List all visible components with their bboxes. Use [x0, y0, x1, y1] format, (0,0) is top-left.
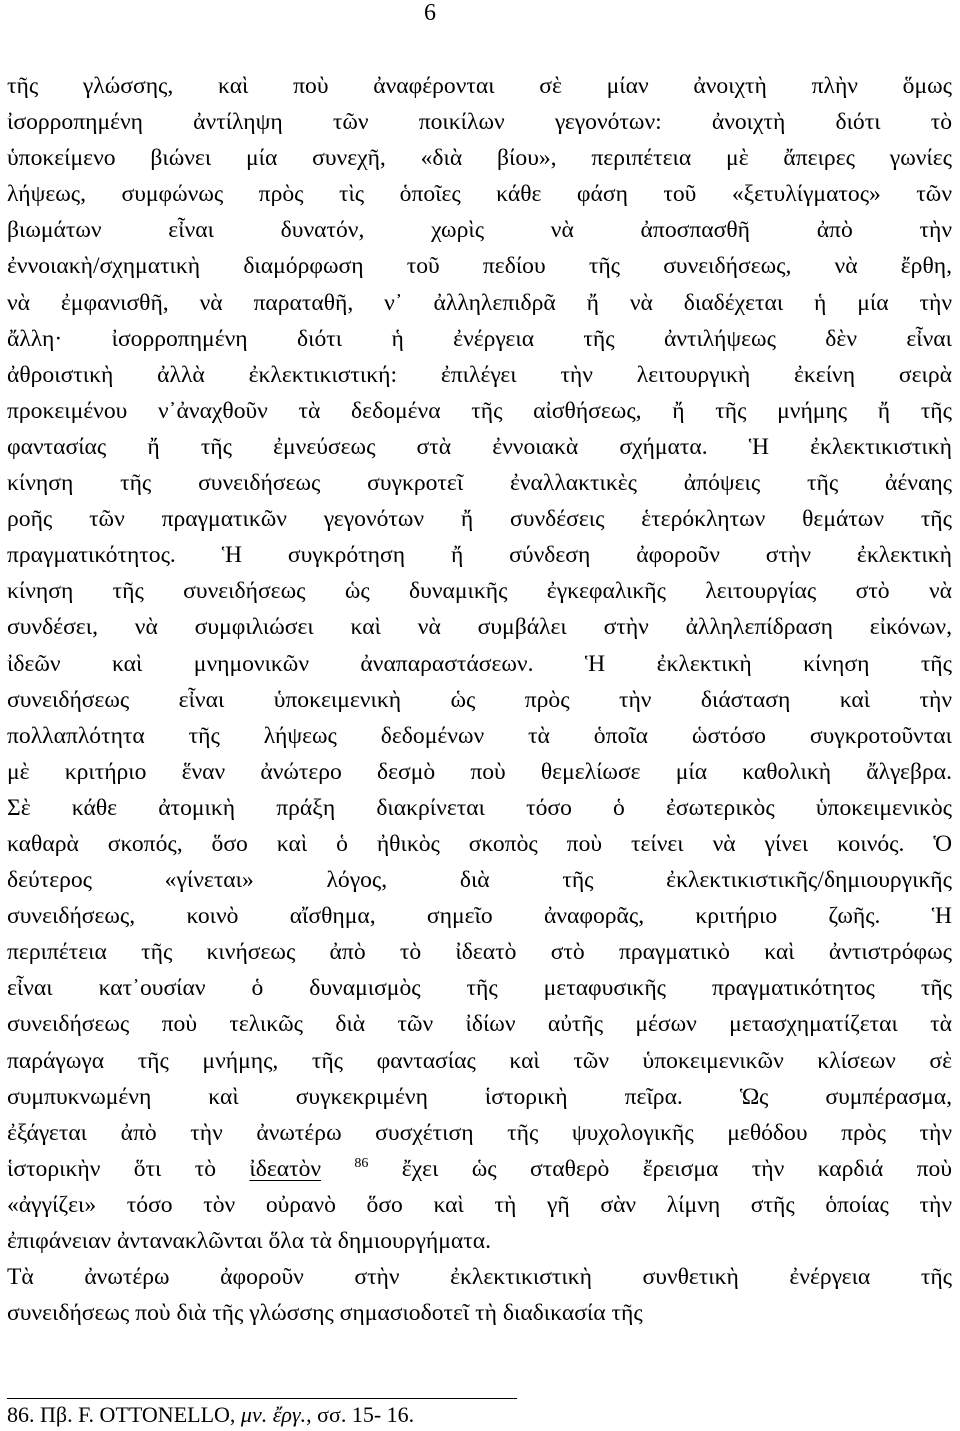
text-line: βιωμάτων εἶναι δυνατόν, χωρὶς νὰ ἀποσπασθῆ ἀπὸ τὴν [7, 217, 952, 244]
footnote-text: 86. Πβ. F. OTTONELLO, [7, 1402, 241, 1427]
text-line: συνειδήσεως εἶναι ὑποκειμενικὴ ὡς πρὸς τὴν διάσταση καὶ τὴν [7, 686, 952, 713]
text-line: συνειδήσεως ποὺ διὰ τῆς γλώσσης σημασιοδοτεῖ τὴ διαδικασία τῆς [7, 1300, 643, 1327]
footnote-italic-title: μν. ἔργ. [240, 1402, 307, 1427]
text-segment: ἱστορικὴν ὅτι τὸ [7, 1155, 250, 1182]
text-line: καθαρὰ σκοπός, ὅσο καὶ ὁ ἠθικὸς σκοπὸς ποὺ τείνει νὰ γίνει κοινός. Ὁ [7, 830, 952, 857]
text-line: «ἀγγίζει» τόσο τὸν οὐρανὸ ὅσο καὶ τὴ γῆ σὰν λίμνη στῆς ὁποίας τὴν [7, 1191, 952, 1218]
text-line: δεύτερος «γίνεται» λόγος, διὰ τῆς ἐκλεκτικιστικῆς/δημιουργικῆς [7, 867, 952, 894]
text-line: ἰσορροπημένη ἀντίληψη τῶν ποικίλων γεγονότων: ἀνοιχτὴ διότι τὸ [7, 109, 952, 136]
text-line: κίνηση τῆς συνειδήσεως συγκροτεῖ ἐναλλακτικὲς ἀπόψεις τῆς ἀέναης [7, 470, 952, 497]
text-line: ἐπιφάνειαν ἀντανακλῶνται ὅλα τὰ δημιουργήματα. [7, 1228, 491, 1254]
page-number: 6 [424, 0, 436, 26]
text-line: συνειδήσεως, κοινὸ αἴσθημα, σημεῖο ἀναφορᾶς, κριτήριο ζωῆς. Ἡ [7, 903, 952, 930]
text-line: παράγωγα τῆς μνήμης, τῆς φαντασίας καὶ τῶν ὑποκειμενικῶν κλίσεων σὲ [7, 1047, 952, 1074]
text-line: περιπέτεια τῆς κινήσεως ἀπὸ τὸ ἰδεατὸ στὸ πραγματικὸ καὶ ἀντιστρόφως [7, 939, 952, 966]
text-line: ἐξάγεται ἀπὸ τὴν ἀνωτέρω συσχέτιση τῆς ψυχολογικῆς μεθόδου πρὸς τὴν [7, 1119, 952, 1146]
text-line: ροῆς τῶν πραγματικῶν γεγονότων ἤ συνδέσεις ἑτερόκλητων θεμάτων τῆς [7, 506, 952, 533]
footnote-86 [7, 1400, 952, 1430]
text-line: προκειμένου ν᾽ἀναχθοῦν τὰ δεδομένα τῆς αἰσθήσεως, ἤ τῆς μνήμης ἤ τῆς [7, 397, 952, 424]
text-line: συμπυκνωμένη καὶ συγκεκριμένη ἱστορικὴ πεῖρα. Ὡς συμπέρασμα, [7, 1083, 952, 1110]
text-line-with-footnote [7, 1151, 952, 1187]
text-line: τῆς γλώσσης, καὶ ποὺ ἀναφέρονται σὲ μίαν ἀνοιχτὴ πλὴν ὅμως [7, 73, 952, 99]
footnote-text: , σσ. 15- 16. [306, 1402, 415, 1427]
text-segment: ἔχει ὡς σταθερὸ ἔρεισμα τὴν καρδιά ποὺ [368, 1155, 952, 1182]
footnote-reference[interactable]: 86 [354, 1155, 369, 1171]
text-line: πραγματικότητος. Ἡ συγκρότηση ἤ σύνδεση ἀφοροῦν στὴν ἐκλεκτικὴ [7, 542, 952, 569]
footnote-separator [7, 1398, 517, 1399]
body-text [7, 68, 952, 1331]
text-line: Σὲ κάθε ἀτομικὴ πράξη διακρίνεται τόσο ὁ ἐσωτερικὸς ὑποκειμενικὸς [7, 794, 952, 821]
text-line: φαντασίας ἤ τῆς ἐμνεύσεως στὰ ἐννοιακὰ σχήματα. Ἡ ἐκλεκτικιστικὴ [7, 433, 952, 460]
text-line: Τὰ ἀνωτέρω ἀφοροῦν στὴν ἐκλεκτικιστικὴ συνθετικὴ ἐνέργεια τῆς [7, 1264, 952, 1291]
text-line: κίνηση τῆς συνειδήσεως ὡς δυναμικῆς ἐγκεφαλικῆς λειτουργίας στὸ νὰ [7, 578, 952, 605]
text-line: ἐννοιακὴ/σχηματικὴ διαμόρφωση τοῦ πεδίου τῆς συνειδήσεως, νὰ ἔρθη, [7, 253, 952, 280]
text-line: συνειδήσεως ποὺ τελικῶς διὰ τῶν ἰδίων αὐτῆς μέσων μετασχηματίζεται τὰ [7, 1011, 952, 1038]
text-line: λήψεως, συμφώνως πρὸς τὶς ὁποῖες κάθε φάση τοῦ «ξετυλίγματος» τῶν [7, 181, 952, 208]
text-line: ἄλλη· ἰσορροπημένη διότι ἡ ἐνέργεια τῆς ἀντιλήψεως δὲν εἶναι [7, 325, 952, 352]
text-line: ὑποκείμενο βιώνει μία συνεχῆ, «διὰ βίου», περιπέτεια μὲ ἄπειρες γωνίες [7, 145, 952, 172]
underlined-term: ἰδεατὸν [249, 1155, 322, 1182]
text-line: ἰδεῶν καὶ μνημονικῶν ἀναπαραστάσεων. Ἡ ἐκλεκτικὴ κίνηση τῆς [7, 650, 952, 677]
text-line: ἀθροιστικὴ ἀλλὰ ἐκλεκτικιστική: ἐπιλέγει τὴν λειτουργικὴ ἐκείνη σειρὰ [7, 361, 952, 388]
text-line: συνδέσει, νὰ συμφιλιώσει καὶ νὰ συμβάλει στὴν ἀλληλεπίδραση εἰκόνων, [7, 614, 952, 641]
text-line: μὲ κριτήριο ἕναν ἀνώτερο δεσμὸ ποὺ θεμελίωσε μία καθολικὴ ἄλγεβρα. [7, 758, 952, 785]
text-line: εἶναι κατ᾽ουσίαν ὁ δυναμισμὸς τῆς μεταφυσικῆς πραγματικότητος τῆς [7, 975, 952, 1002]
text-line: νὰ ἐμφανισθῆ, νὰ παραταθῆ, ν᾽ ἀλληλεπιδρᾶ ἤ νὰ διαδέχεται ἡ μία τὴν [7, 289, 952, 316]
text-line: πολλαπλότητα τῆς λήψεως δεδομένων τὰ ὁποῖα ὡστόσο συγκροτοῦνται [7, 722, 952, 749]
